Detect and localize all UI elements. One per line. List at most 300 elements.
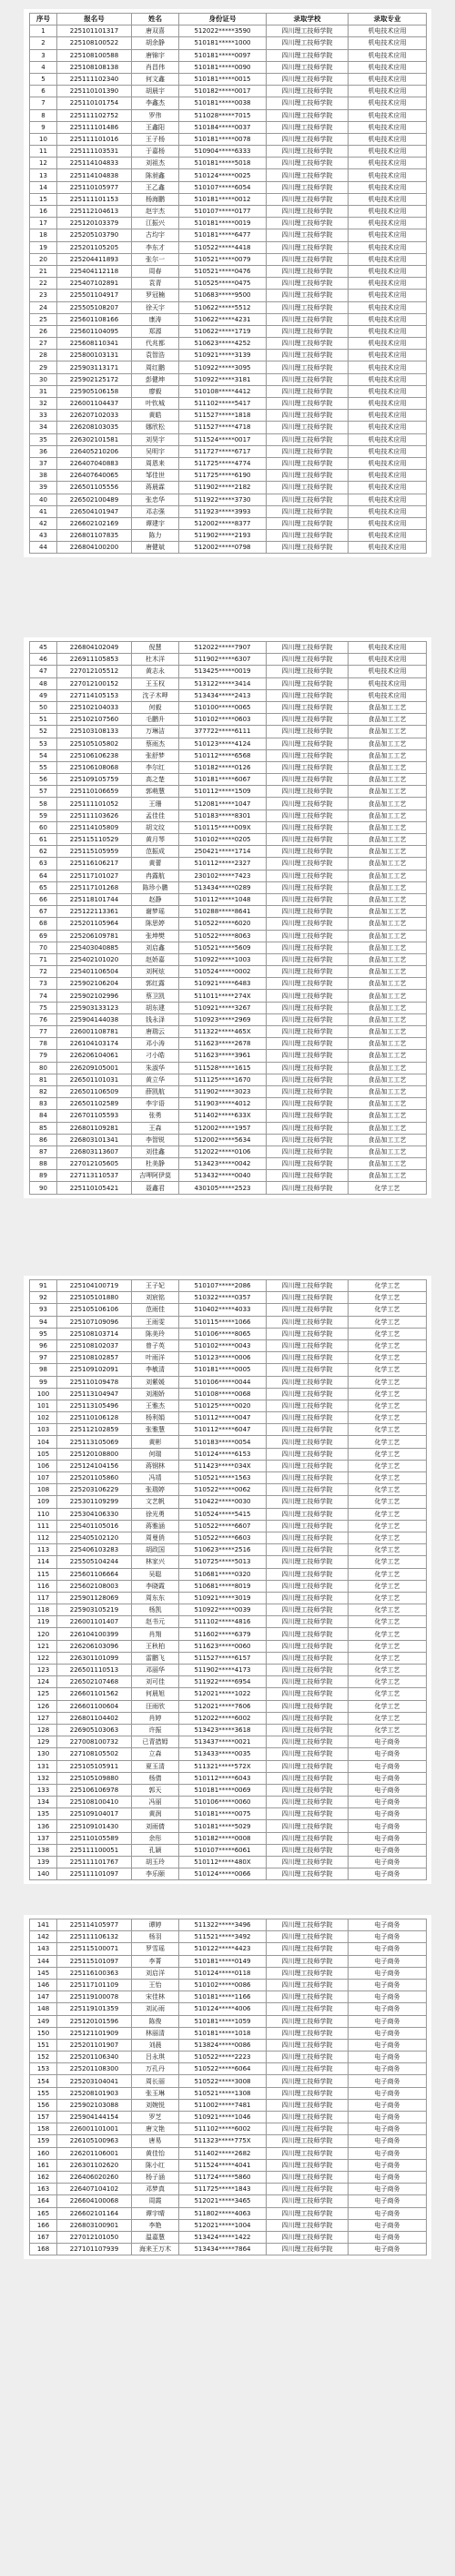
cell-school: 四川理工技师学院 xyxy=(267,1050,349,1062)
table-row xyxy=(30,290,427,301)
cell-application-no: 225113104947 xyxy=(57,1388,132,1400)
cell-major: 食品加工工艺 xyxy=(349,942,427,953)
cell-application-no: 225102104033 xyxy=(57,701,132,713)
cell-school: 四川理工技师学院 xyxy=(267,1532,349,1543)
cell-id-number: 511125*****1670 xyxy=(179,1074,267,1085)
cell-school: 四川理工技师学院 xyxy=(267,2207,349,2219)
cell-seq: 108 xyxy=(30,1484,57,1496)
cell-seq: 160 xyxy=(30,2147,57,2159)
table-row xyxy=(30,978,427,990)
cell-seq: 58 xyxy=(30,798,57,809)
cell-major: 机电技术应用 xyxy=(349,470,427,482)
cell-name: 赵书元 xyxy=(132,1616,179,1628)
cell-major: 电子商务 xyxy=(349,1736,427,1748)
cell-id-number: 511402*****2682 xyxy=(179,2147,267,2159)
cell-name: 罗芝 xyxy=(132,2112,179,2123)
cell-school: 四川理工技师学院 xyxy=(267,1772,349,1784)
table-header-row xyxy=(30,14,427,25)
cell-name: 李乐颐 xyxy=(132,1868,179,1880)
column-header-school: 录取学校 xyxy=(267,14,349,25)
cell-id-number: 511902*****2182 xyxy=(179,482,267,494)
table-row xyxy=(30,86,427,97)
cell-id-number: 510107*****0177 xyxy=(179,206,267,218)
cell-seq: 68 xyxy=(30,918,57,930)
cell-id-number: 510181*****0075 xyxy=(179,1808,267,1820)
cell-application-no: 227108105502 xyxy=(57,1748,132,1760)
table-row xyxy=(30,1038,427,1050)
cell-major: 机电技术应用 xyxy=(349,265,427,277)
cell-id-number: 510521*****5609 xyxy=(179,942,267,953)
cell-name: 杨凯 xyxy=(132,1604,179,1616)
cell-id-number: 513824*****0086 xyxy=(179,2039,267,2051)
cell-seq: 23 xyxy=(30,290,57,301)
cell-id-number: 511322*****465X xyxy=(179,1026,267,1038)
table-row xyxy=(30,1544,427,1556)
cell-id-number: 510904*****6333 xyxy=(179,146,267,158)
cell-application-no: 225106108068 xyxy=(57,761,132,773)
cell-id-number: 510922*****0039 xyxy=(179,1604,267,1616)
cell-major: 机电技术应用 xyxy=(349,241,427,253)
cell-id-number: 377722*****6111 xyxy=(179,726,267,738)
cell-name: 温嘉慧 xyxy=(132,2231,179,2243)
table-row xyxy=(30,2112,427,2123)
cell-application-no: 225903105219 xyxy=(57,1604,132,1616)
cell-seq: 35 xyxy=(30,433,57,445)
cell-id-number: 511528*****1615 xyxy=(179,1062,267,1074)
cell-name: 周春 xyxy=(132,265,179,277)
cell-name: 李宇语 xyxy=(132,1098,179,1110)
cell-name: 唐瑞云 xyxy=(132,1026,179,1038)
table-row xyxy=(30,1748,427,1760)
cell-major: 食品加工工艺 xyxy=(349,809,427,821)
cell-application-no: 225119101359 xyxy=(57,2003,132,2015)
cell-school: 四川理工技师学院 xyxy=(267,1448,349,1460)
cell-seq: 110 xyxy=(30,1508,57,1520)
cell-id-number: 510112*****1048 xyxy=(179,893,267,905)
cell-school: 四川理工技师学院 xyxy=(267,846,349,858)
cell-major: 食品加工工艺 xyxy=(349,1134,427,1145)
cell-school: 四川理工技师学院 xyxy=(267,1520,349,1532)
cell-id-number: 511725*****6190 xyxy=(179,470,267,482)
cell-seq: 39 xyxy=(30,482,57,494)
cell-application-no: 225108100410 xyxy=(57,1797,132,1808)
cell-application-no: 226601101562 xyxy=(57,1688,132,1700)
cell-major: 机电技术应用 xyxy=(349,133,427,145)
table-row xyxy=(30,361,427,373)
cell-school: 四川理工技师学院 xyxy=(267,930,349,942)
cell-name: 万琳洁 xyxy=(132,726,179,738)
cell-name: 周曼俏 xyxy=(132,1532,179,1543)
cell-seq: 16 xyxy=(30,206,57,218)
cell-major: 化学工艺 xyxy=(349,1400,427,1411)
cell-seq: 51 xyxy=(30,714,57,726)
cell-seq: 146 xyxy=(30,1979,57,1991)
cell-seq: 50 xyxy=(30,701,57,713)
cell-id-number: 510181*****1166 xyxy=(179,1991,267,2003)
cell-school: 四川理工技师学院 xyxy=(267,1919,349,1931)
cell-school: 四川理工技师学院 xyxy=(267,1460,349,1471)
cell-id-number: 513432*****0040 xyxy=(179,1170,267,1182)
cell-school: 四川理工技师学院 xyxy=(267,1712,349,1724)
cell-major: 化学工艺 xyxy=(349,1676,427,1688)
cell-major: 机电技术应用 xyxy=(349,517,427,529)
cell-school: 四川理工技师学院 xyxy=(267,761,349,773)
cell-seq: 13 xyxy=(30,169,57,181)
cell-seq: 56 xyxy=(30,774,57,786)
cell-major: 化学工艺 xyxy=(349,1508,427,1520)
cell-major: 电子商务 xyxy=(349,1991,427,2003)
cell-school: 四川理工技师学院 xyxy=(267,482,349,494)
cell-school: 四川理工技师学院 xyxy=(267,1436,349,1448)
cell-school: 四川理工技师学院 xyxy=(267,193,349,205)
cell-id-number: 511623*****2678 xyxy=(179,1038,267,1050)
cell-name: 周红鹏 xyxy=(132,361,179,373)
cell-name: 赵静 xyxy=(132,893,179,905)
cell-school: 四川理工技师学院 xyxy=(267,1013,349,1025)
cell-school: 四川理工技师学院 xyxy=(267,1979,349,1991)
cell-name: 孔颖 xyxy=(132,1844,179,1856)
table-row xyxy=(30,398,427,410)
cell-name: 沈子木呷 xyxy=(132,689,179,701)
table-row xyxy=(30,1098,427,1110)
cell-seq: 19 xyxy=(30,241,57,253)
cell-seq: 17 xyxy=(30,218,57,229)
cell-name: 刘启鑫 xyxy=(132,942,179,953)
cell-seq: 9 xyxy=(30,121,57,133)
table-row xyxy=(30,1592,427,1604)
cell-school: 四川理工技师学院 xyxy=(267,121,349,133)
cell-major: 化学工艺 xyxy=(349,1436,427,1448)
cell-id-number: 513433*****0035 xyxy=(179,1748,267,1760)
table-row xyxy=(30,181,427,193)
cell-application-no: 225102107560 xyxy=(57,714,132,726)
cell-seq: 82 xyxy=(30,1085,57,1097)
cell-major: 化学工艺 xyxy=(349,1388,427,1400)
table-row xyxy=(30,1820,427,1832)
cell-id-number: 510181*****6067 xyxy=(179,774,267,786)
cell-major: 电子商务 xyxy=(349,1832,427,1844)
cell-seq: 144 xyxy=(30,1955,57,1967)
cell-school: 四川理工技师学院 xyxy=(267,1400,349,1411)
cell-application-no: 225115105959 xyxy=(57,846,132,858)
cell-name: 聂鑫君 xyxy=(132,1182,179,1194)
cell-major: 电子商务 xyxy=(349,2087,427,2099)
cell-major: 电子商务 xyxy=(349,1919,427,1931)
cell-name: 薛凯航 xyxy=(132,1085,179,1097)
cell-seq: 12 xyxy=(30,158,57,169)
cell-seq: 137 xyxy=(30,1832,57,1844)
cell-seq: 44 xyxy=(30,542,57,554)
cell-school: 四川理工技师学院 xyxy=(267,530,349,542)
cell-id-number: 510522*****6064 xyxy=(179,2063,267,2075)
cell-name: 王乙鑫 xyxy=(132,181,179,193)
cell-seq: 115 xyxy=(30,1568,57,1580)
cell-application-no: 225902125172 xyxy=(57,373,132,385)
cell-name: 刘柯炫 xyxy=(132,966,179,978)
cell-id-number: 510622*****1719 xyxy=(179,325,267,337)
column-header-major: 录取专业 xyxy=(349,14,427,25)
cell-name: 朱淑华 xyxy=(132,1062,179,1074)
cell-seq: 81 xyxy=(30,1074,57,1085)
cell-name: 王雅杰 xyxy=(132,1400,179,1411)
cell-school: 四川理工技师学院 xyxy=(267,1412,349,1424)
cell-school: 四川理工技师学院 xyxy=(267,654,349,666)
column-header-id-number: 身份证号 xyxy=(179,14,267,25)
cell-id-number: 511524*****0017 xyxy=(179,433,267,445)
cell-major: 电子商务 xyxy=(349,1797,427,1808)
cell-name: 周长丽 xyxy=(132,2075,179,2087)
cell-name: 周恩来 xyxy=(132,457,179,469)
cell-application-no: 226001104437 xyxy=(57,398,132,410)
cell-name: 郭天 xyxy=(132,1784,179,1796)
cell-school: 四川理工技师学院 xyxy=(267,1508,349,1520)
cell-id-number: 510115*****1066 xyxy=(179,1316,267,1328)
cell-seq: 37 xyxy=(30,457,57,469)
cell-major: 化学工艺 xyxy=(349,1484,427,1496)
cell-major: 电子商务 xyxy=(349,1868,427,1880)
cell-application-no: 225111102752 xyxy=(57,109,132,121)
cell-id-number: 510112*****6568 xyxy=(179,749,267,761)
cell-major: 机电技术应用 xyxy=(349,445,427,457)
cell-id-number: 510107*****2086 xyxy=(179,1280,267,1292)
cell-application-no: 226501102589 xyxy=(57,1098,132,1110)
table-row xyxy=(30,1736,427,1748)
cell-major: 食品加工工艺 xyxy=(349,1145,427,1157)
cell-id-number: 511902*****4173 xyxy=(179,1665,267,1676)
cell-application-no: 227113110537 xyxy=(57,1170,132,1182)
cell-seq: 57 xyxy=(30,786,57,798)
cell-seq: 148 xyxy=(30,2003,57,2015)
cell-school: 四川理工技师学院 xyxy=(267,1085,349,1097)
cell-major: 化学工艺 xyxy=(349,1448,427,1460)
cell-id-number: 510923*****2969 xyxy=(179,1013,267,1025)
cell-id-number: 510181*****0005 xyxy=(179,1364,267,1376)
cell-seq: 62 xyxy=(30,846,57,858)
cell-school: 四川理工技师学院 xyxy=(267,2123,349,2135)
cell-name: 林家兴 xyxy=(132,1556,179,1568)
table-row xyxy=(30,1448,427,1460)
table-row xyxy=(30,834,427,846)
cell-major: 化学工艺 xyxy=(349,1640,427,1652)
cell-seq: 31 xyxy=(30,385,57,397)
cell-id-number: 510102*****0043 xyxy=(179,1339,267,1351)
table-row xyxy=(30,1532,427,1543)
cell-seq: 8 xyxy=(30,109,57,121)
cell-seq: 21 xyxy=(30,265,57,277)
cell-major: 电子商务 xyxy=(349,1748,427,1760)
cell-application-no: 225113105496 xyxy=(57,1400,132,1411)
cell-name: 杜木洋 xyxy=(132,654,179,666)
cell-seq: 152 xyxy=(30,2052,57,2063)
cell-seq: 89 xyxy=(30,1170,57,1182)
table-row xyxy=(30,1616,427,1628)
cell-school: 四川理工技师学院 xyxy=(267,906,349,918)
cell-application-no: 225108102857 xyxy=(57,1352,132,1364)
cell-seq: 18 xyxy=(30,229,57,241)
cell-school: 四川理工技师学院 xyxy=(267,1026,349,1038)
cell-school: 四川理工技师学院 xyxy=(267,470,349,482)
cell-id-number: 510522*****0062 xyxy=(179,1484,267,1496)
cell-school: 四川理工技师学院 xyxy=(267,677,349,689)
cell-school: 四川理工技师学院 xyxy=(267,2184,349,2195)
cell-seq: 72 xyxy=(30,966,57,978)
cell-name: 古均宇 xyxy=(132,229,179,241)
table-panel-2 xyxy=(24,637,431,1198)
table-row xyxy=(30,1568,427,1580)
cell-id-number: 511011*****274X xyxy=(179,990,267,1002)
cell-id-number: 512022*****6002 xyxy=(179,1712,267,1724)
cell-id-number: 510522*****4418 xyxy=(179,241,267,253)
cell-id-number: 510921*****6483 xyxy=(179,978,267,990)
cell-major: 食品加工工艺 xyxy=(349,714,427,726)
table-row xyxy=(30,1808,427,1820)
table-row xyxy=(30,2135,427,2147)
cell-id-number: 512022*****7907 xyxy=(179,642,267,654)
cell-id-number: 513437*****0021 xyxy=(179,1736,267,1748)
table-row xyxy=(30,1339,427,1351)
cell-school: 四川理工技师学院 xyxy=(267,2052,349,2063)
cell-application-no: 226405210206 xyxy=(57,445,132,457)
table-row xyxy=(30,689,427,701)
cell-seq: 22 xyxy=(30,278,57,290)
cell-major: 化学工艺 xyxy=(349,1520,427,1532)
cell-seq: 93 xyxy=(30,1304,57,1316)
cell-name: 张忠华 xyxy=(132,494,179,505)
table-row xyxy=(30,2003,427,2015)
cell-id-number: 510182*****0126 xyxy=(179,761,267,773)
cell-name: 刘婉悦 xyxy=(132,2099,179,2111)
cell-name: 肖昌伟 xyxy=(132,61,179,73)
cell-application-no: 226804102049 xyxy=(57,642,132,654)
cell-major: 食品加工工艺 xyxy=(349,1122,427,1134)
cell-school: 四川理工技师学院 xyxy=(267,1844,349,1856)
table-row xyxy=(30,654,427,666)
cell-application-no: 225108100588 xyxy=(57,49,132,61)
cell-id-number: 510102*****0086 xyxy=(179,1979,267,1991)
cell-seq: 5 xyxy=(30,73,57,85)
cell-seq: 53 xyxy=(30,738,57,749)
cell-school: 四川理工技师学院 xyxy=(267,2159,349,2171)
cell-major: 机电技术应用 xyxy=(349,158,427,169)
cell-major: 化学工艺 xyxy=(349,1364,427,1376)
table-row xyxy=(30,433,427,445)
cell-seq: 100 xyxy=(30,1388,57,1400)
table-panel-1 xyxy=(24,9,431,557)
table-row xyxy=(30,1145,427,1157)
cell-application-no: 225205103790 xyxy=(57,229,132,241)
table-row xyxy=(30,870,427,881)
cell-major: 食品加工工艺 xyxy=(349,906,427,918)
cell-school: 四川理工技师学院 xyxy=(267,666,349,677)
cell-application-no: 226502107468 xyxy=(57,1676,132,1688)
cell-id-number: 510683*****9500 xyxy=(179,290,267,301)
cell-name: 何文鑫 xyxy=(132,73,179,85)
cell-application-no: 225203104041 xyxy=(57,2075,132,2087)
cell-major: 食品加工工艺 xyxy=(349,774,427,786)
cell-application-no: 225201105964 xyxy=(57,918,132,930)
cell-application-no: 225110105421 xyxy=(57,1182,132,1194)
cell-application-no: 226501101031 xyxy=(57,1074,132,1085)
cell-id-number: 511102*****6002 xyxy=(179,2123,267,2135)
cell-seq: 55 xyxy=(30,761,57,773)
cell-major: 电子商务 xyxy=(349,2159,427,2171)
cell-seq: 165 xyxy=(30,2207,57,2219)
cell-id-number: 510100*****0065 xyxy=(179,701,267,713)
cell-id-number: 510521*****0476 xyxy=(179,265,267,277)
cell-name: 蒋晨霖 xyxy=(132,482,179,494)
cell-seq: 67 xyxy=(30,906,57,918)
cell-name: 张尔一 xyxy=(132,253,179,265)
cell-seq: 34 xyxy=(30,422,57,433)
cell-name: 蒋钢林 xyxy=(132,1460,179,1471)
table-row xyxy=(30,2015,427,2027)
cell-seq: 69 xyxy=(30,930,57,942)
table-row xyxy=(30,1724,427,1736)
cell-major: 食品加工工艺 xyxy=(349,761,427,773)
table-row xyxy=(30,953,427,965)
table-row xyxy=(30,494,427,505)
table-row xyxy=(30,1085,427,1097)
cell-major: 化学工艺 xyxy=(349,1352,427,1364)
cell-seq: 71 xyxy=(30,953,57,965)
cell-seq: 129 xyxy=(30,1736,57,1748)
cell-id-number: 510181*****0097 xyxy=(179,49,267,61)
cell-name: 刘紫媛 xyxy=(132,1376,179,1388)
cell-name: 李东才 xyxy=(132,241,179,253)
cell-id-number: 510402*****4033 xyxy=(179,1304,267,1316)
cell-name: 王子妃 xyxy=(132,1280,179,1292)
cell-school: 四川理工技师学院 xyxy=(267,2219,349,2231)
cell-major: 食品加工工艺 xyxy=(349,701,427,713)
cell-school: 四川理工技师学院 xyxy=(267,1339,349,1351)
cell-name: 孟佳佳 xyxy=(132,809,179,821)
cell-name: 王鑫阳 xyxy=(132,121,179,133)
cell-name: 王珊 xyxy=(132,798,179,809)
table-row xyxy=(30,1026,427,1038)
table-row xyxy=(30,1496,427,1508)
cell-name: 林丽清 xyxy=(132,2027,179,2039)
table-row xyxy=(30,1424,427,1436)
table-row xyxy=(30,1967,427,1979)
cell-application-no: 225120101596 xyxy=(57,2015,132,2027)
cell-school: 四川理工技师学院 xyxy=(267,265,349,277)
table-row xyxy=(30,133,427,145)
cell-id-number: 510522*****3008 xyxy=(179,2075,267,2087)
cell-application-no: 225501104917 xyxy=(57,290,132,301)
cell-seq: 27 xyxy=(30,338,57,350)
cell-major: 食品加工工艺 xyxy=(349,918,427,930)
cell-name: 黄佳怡 xyxy=(132,2147,179,2159)
cell-name: 郭萌慧 xyxy=(132,786,179,798)
table-row xyxy=(30,313,427,325)
cell-application-no: 226803100901 xyxy=(57,2219,132,2231)
table-row xyxy=(30,1955,427,1967)
cell-seq: 109 xyxy=(30,1496,57,1508)
cell-major: 机电技术应用 xyxy=(349,385,427,397)
cell-seq: 38 xyxy=(30,470,57,482)
cell-application-no: 225117101027 xyxy=(57,870,132,881)
cell-school: 四川理工技师学院 xyxy=(267,445,349,457)
cell-school: 四川理工技师学院 xyxy=(267,410,349,422)
cell-application-no: 226105100963 xyxy=(57,2135,132,2147)
cell-name: 杨海鹏 xyxy=(132,193,179,205)
cell-name: 康涛 xyxy=(132,313,179,325)
cell-name: 肖婷 xyxy=(132,1712,179,1724)
cell-school: 四川理工技师学院 xyxy=(267,1676,349,1688)
cell-major: 机电技术应用 xyxy=(349,278,427,290)
admission-table xyxy=(29,1279,427,1880)
cell-name: 唐健斌 xyxy=(132,542,179,554)
